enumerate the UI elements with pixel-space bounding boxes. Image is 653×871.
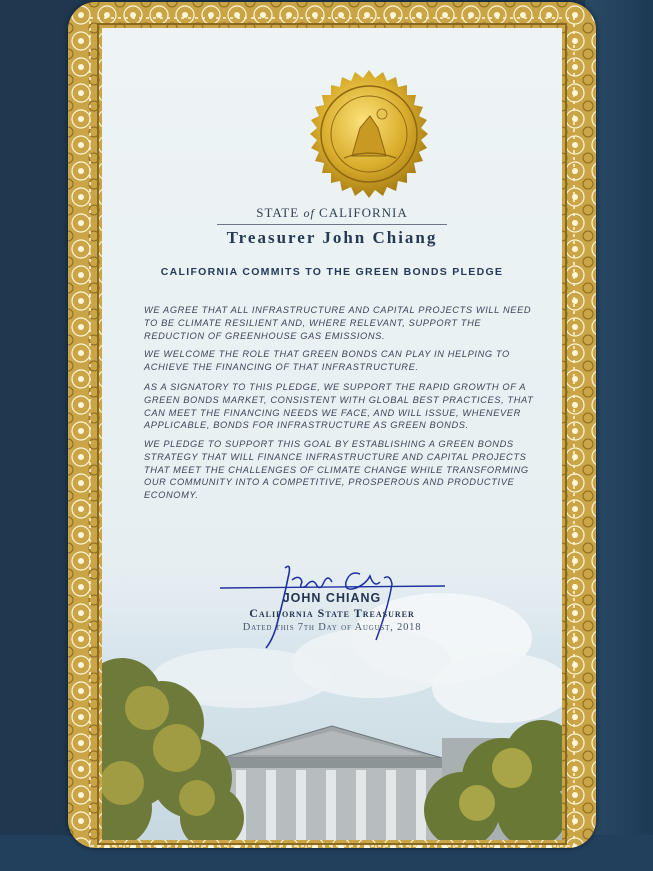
certificate-panel	[102, 28, 562, 840]
pledge-paragraph-4: WE PLEDGE TO SUPPORT THIS GOAL BY ESTABLISHING A GREEN BONDS STRATEGY THAT WILL FINANCE INFRASTRUCTURE AND CAPITAL PROJECTS THAT MEET THE CHALLENGES OF CLIMATE CHANGE WHILE TRANSFORMING OUR COMMUNITY INTO A COMPETITIVE, PROSPEROUS AND PRODUCTIVE ECONOMY.	[144, 439, 529, 501]
dated-line: Dated this 7th Day of August, 2018	[242, 622, 422, 633]
state-prefix: STATE	[256, 205, 300, 220]
pledge-paragraph-3: AS A SIGNATORY TO THIS PLEDGE, WE SUPPORT THE RAPID GROWTH OF A GREEN BONDS MARKET, CONSISTENT WITH GLOBAL BEST PRACTICES, THAT CAN MEET THE FINANCING NEEDS WE FACE, AND WILL ISSUE, WHENEVER APPLICABLE, BONDS FOR INFRASTRUCTURE AS GREEN BONDS.	[144, 382, 534, 431]
signer-name: JOHN CHIANG	[282, 591, 382, 605]
certificate	[68, 2, 596, 848]
signer-role: California State Treasurer	[249, 606, 415, 620]
title-rule	[217, 224, 447, 225]
state-name: CALIFORNIA	[319, 205, 408, 220]
pledge-paragraph-1: WE AGREE THAT ALL INFRASTRUCTURE AND CAPITAL PROJECTS WILL NEED TO BE CLIMATE RESILIENT AND, WHERE RELEVANT, SUPPORT THE REDUCTION OF GREENHOUSE GAS EMISSIONS.	[144, 305, 532, 341]
pledge-paragraph-2: WE WELCOME THE ROLE THAT GREEN BONDS CAN PLAY IN HELPING TO ACHIEVE THE FINANCING OF THAT INFRASTRUCTURE.	[144, 349, 510, 372]
pledge-title: CALIFORNIA COMMITS TO THE GREEN BONDS PLEDGE	[160, 266, 504, 278]
treasurer-title: Treasurer John Chiang	[226, 228, 438, 247]
state-of-california	[102, 205, 562, 221]
state-of: of	[303, 206, 315, 220]
state-seal-icon	[300, 68, 438, 206]
